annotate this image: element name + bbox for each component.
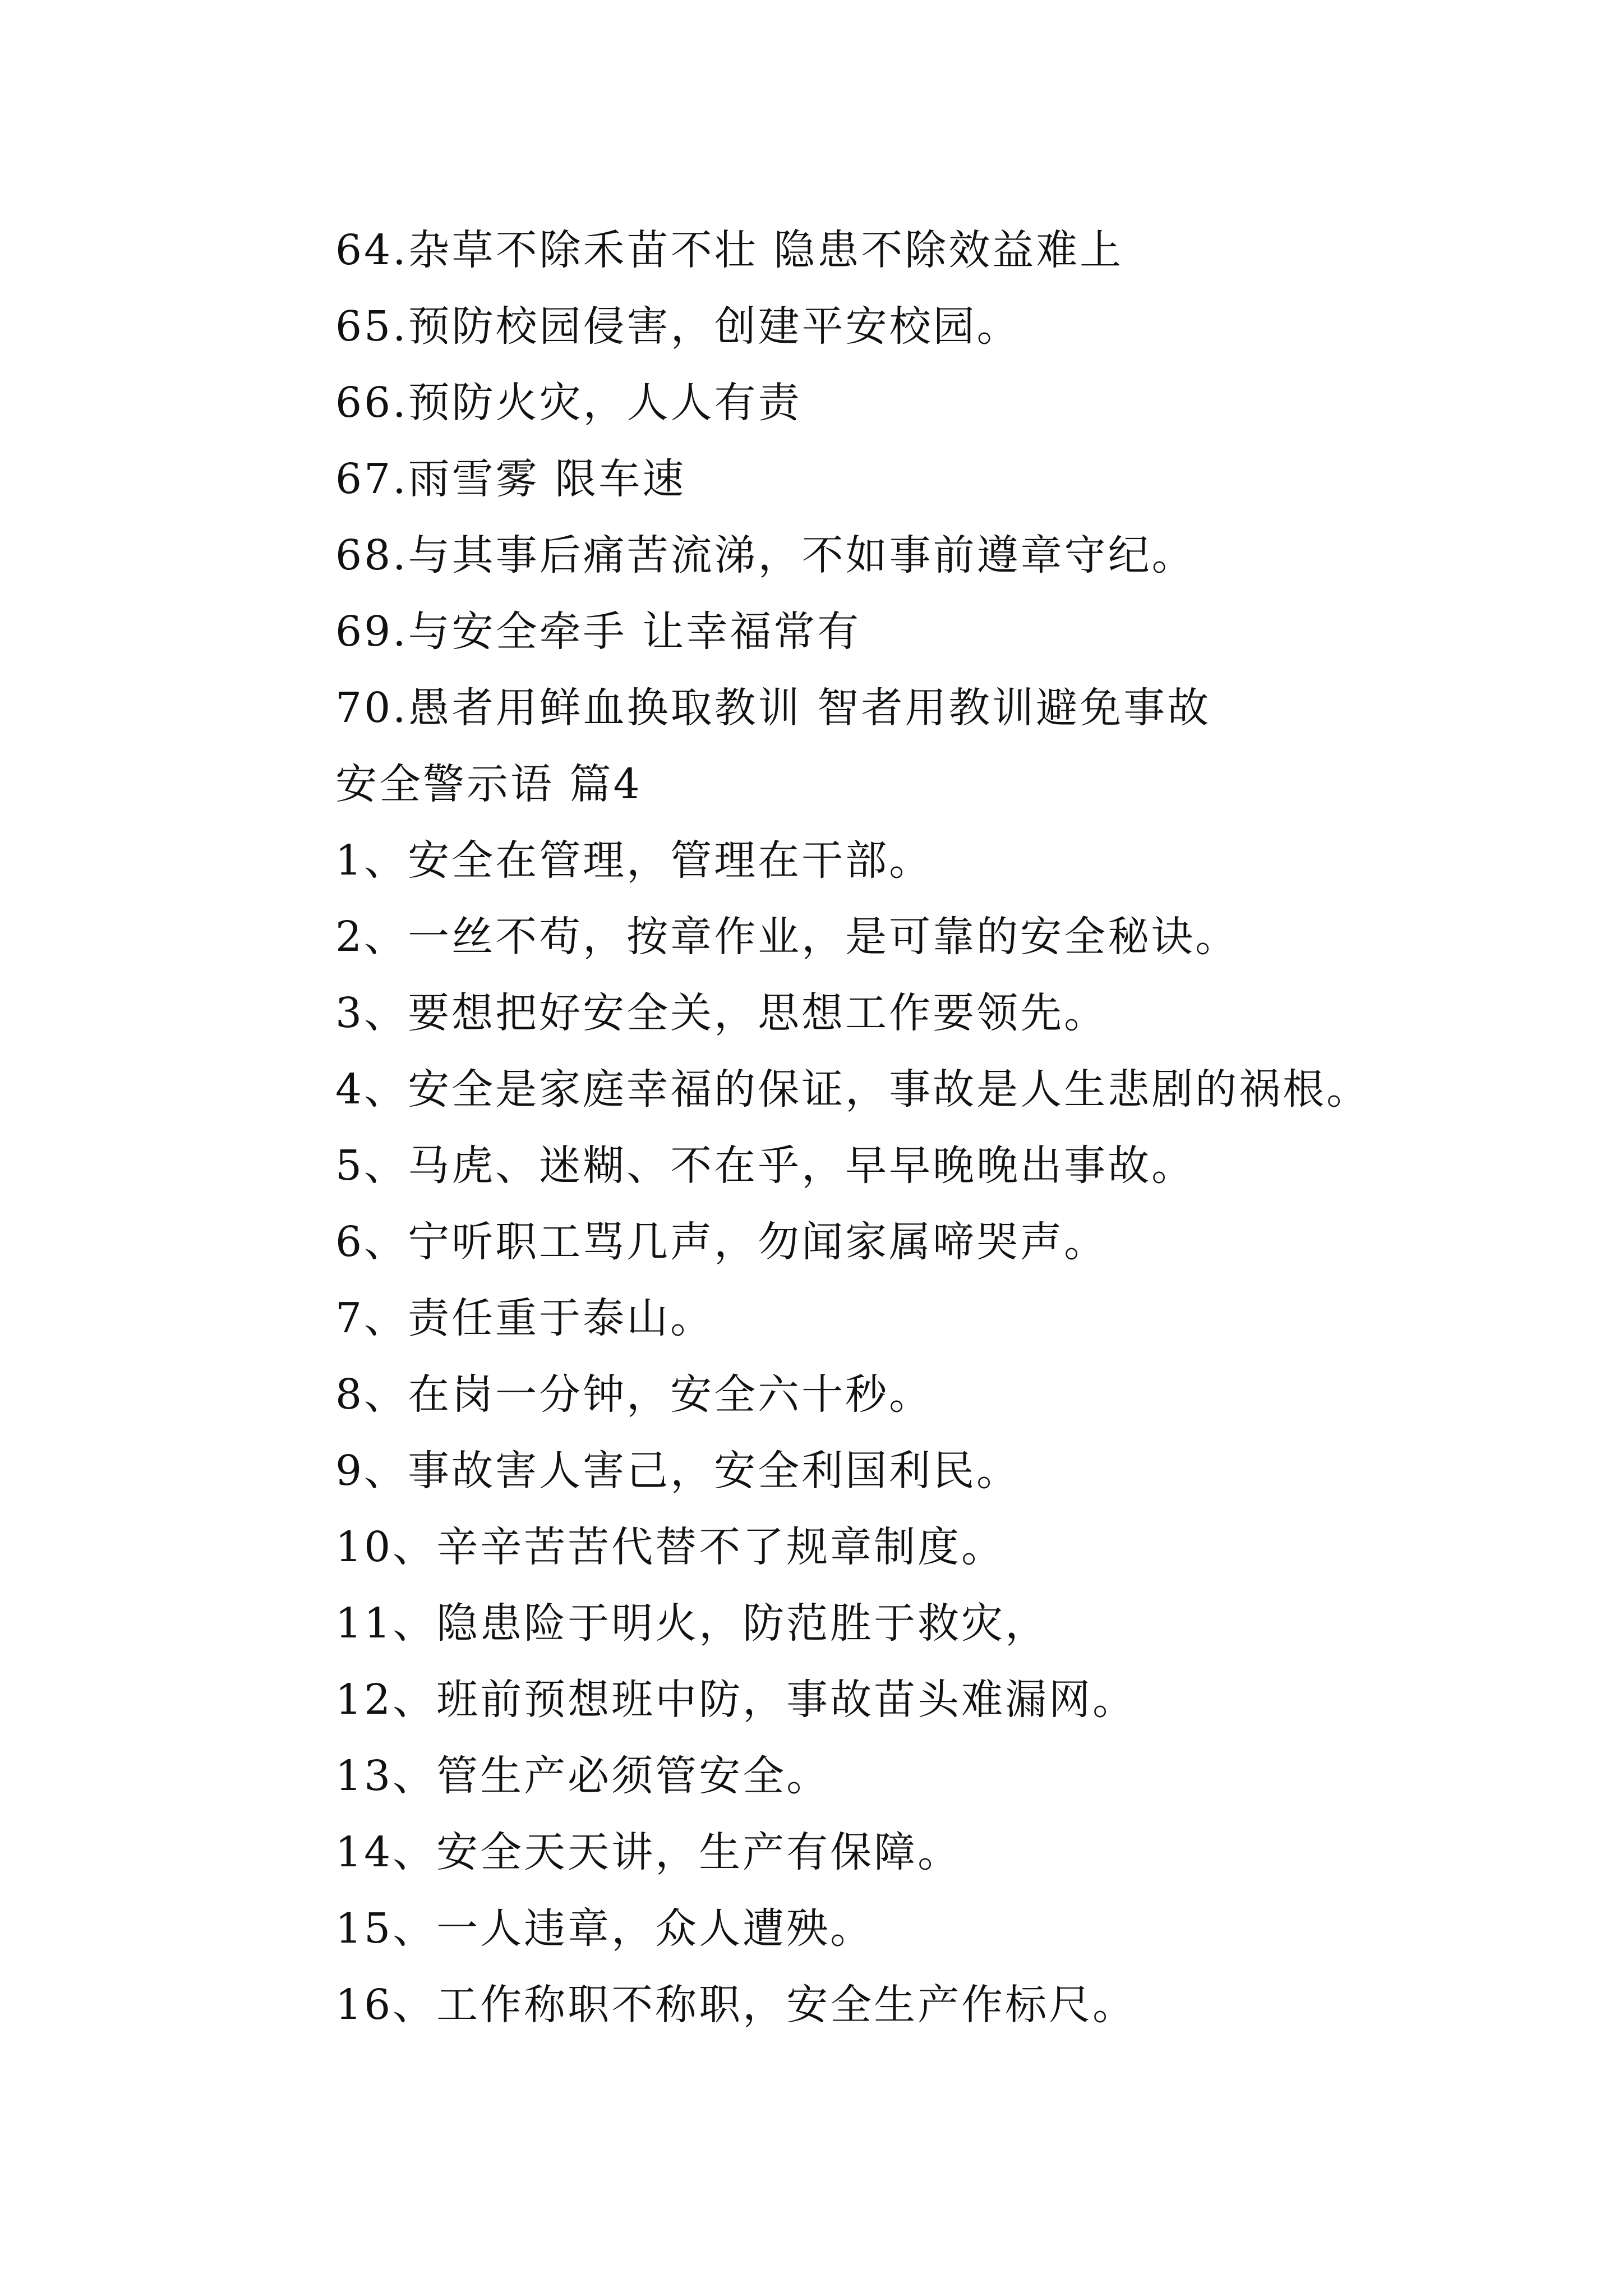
list-item: 1、安全在管理，管理在干部。 [335,836,933,885]
list-item: 67.雨雪雾 限车速 [335,455,686,503]
list-item: 2、一丝不苟，按章作业，是可靠的安全秘诀。 [335,913,1239,961]
list-item: 65.预防校园侵害，创建平安校园。 [335,302,1021,351]
list-item: 12、班前预想班中防，事故苗头难漏网。 [335,1676,1137,1724]
section-heading: 安全警示语 篇4 [335,760,642,808]
list-item: 69.与安全牵手 让幸福常有 [335,608,861,656]
list-item: 6、宁听职工骂几声，勿闻家属啼哭声。 [335,1218,1108,1266]
list-item: 11、隐患险于明火，防范胜于救灾， [335,1599,1049,1648]
list-item: 70.愚者用鲜血换取教训 智者用教训避免事故 [335,684,1211,732]
list-item: 15、一人违章，众人遭殃。 [335,1904,874,1953]
list-item: 4、安全是家庭幸福的保证，事故是人生悲剧的祸根。 [335,1065,1371,1114]
list-item: 66.预防火灾，人人有责 [335,379,802,427]
list-item: 8、在岗一分钟，安全六十秒。 [335,1370,933,1419]
list-item: 7、责任重于泰山。 [335,1294,714,1342]
list-item: 9、事故害人害己，安全利国利民。 [335,1447,1021,1495]
list-item: 13、管生产必须管安全。 [335,1752,831,1800]
list-item: 68.与其事后痛苦流涕，不如事前遵章守纪。 [335,531,1196,579]
document-body [335,212,1513,2043]
list-item: 64.杂草不除禾苗不壮 隐患不除效益难上 [335,226,1124,274]
list-item: 3、要想把好安全关，思想工作要领先。 [335,989,1108,1037]
list-item: 5、马虎、迷糊、不在乎，早早晚晚出事故。 [335,1142,1196,1190]
list-item: 16、工作称职不称职，安全生产作标尺。 [335,1981,1137,2029]
list-item: 14、安全天天讲，生产有保障。 [335,1828,962,1876]
list-item: 10、辛辛苦苦代替不了规章制度。 [335,1523,1006,1571]
